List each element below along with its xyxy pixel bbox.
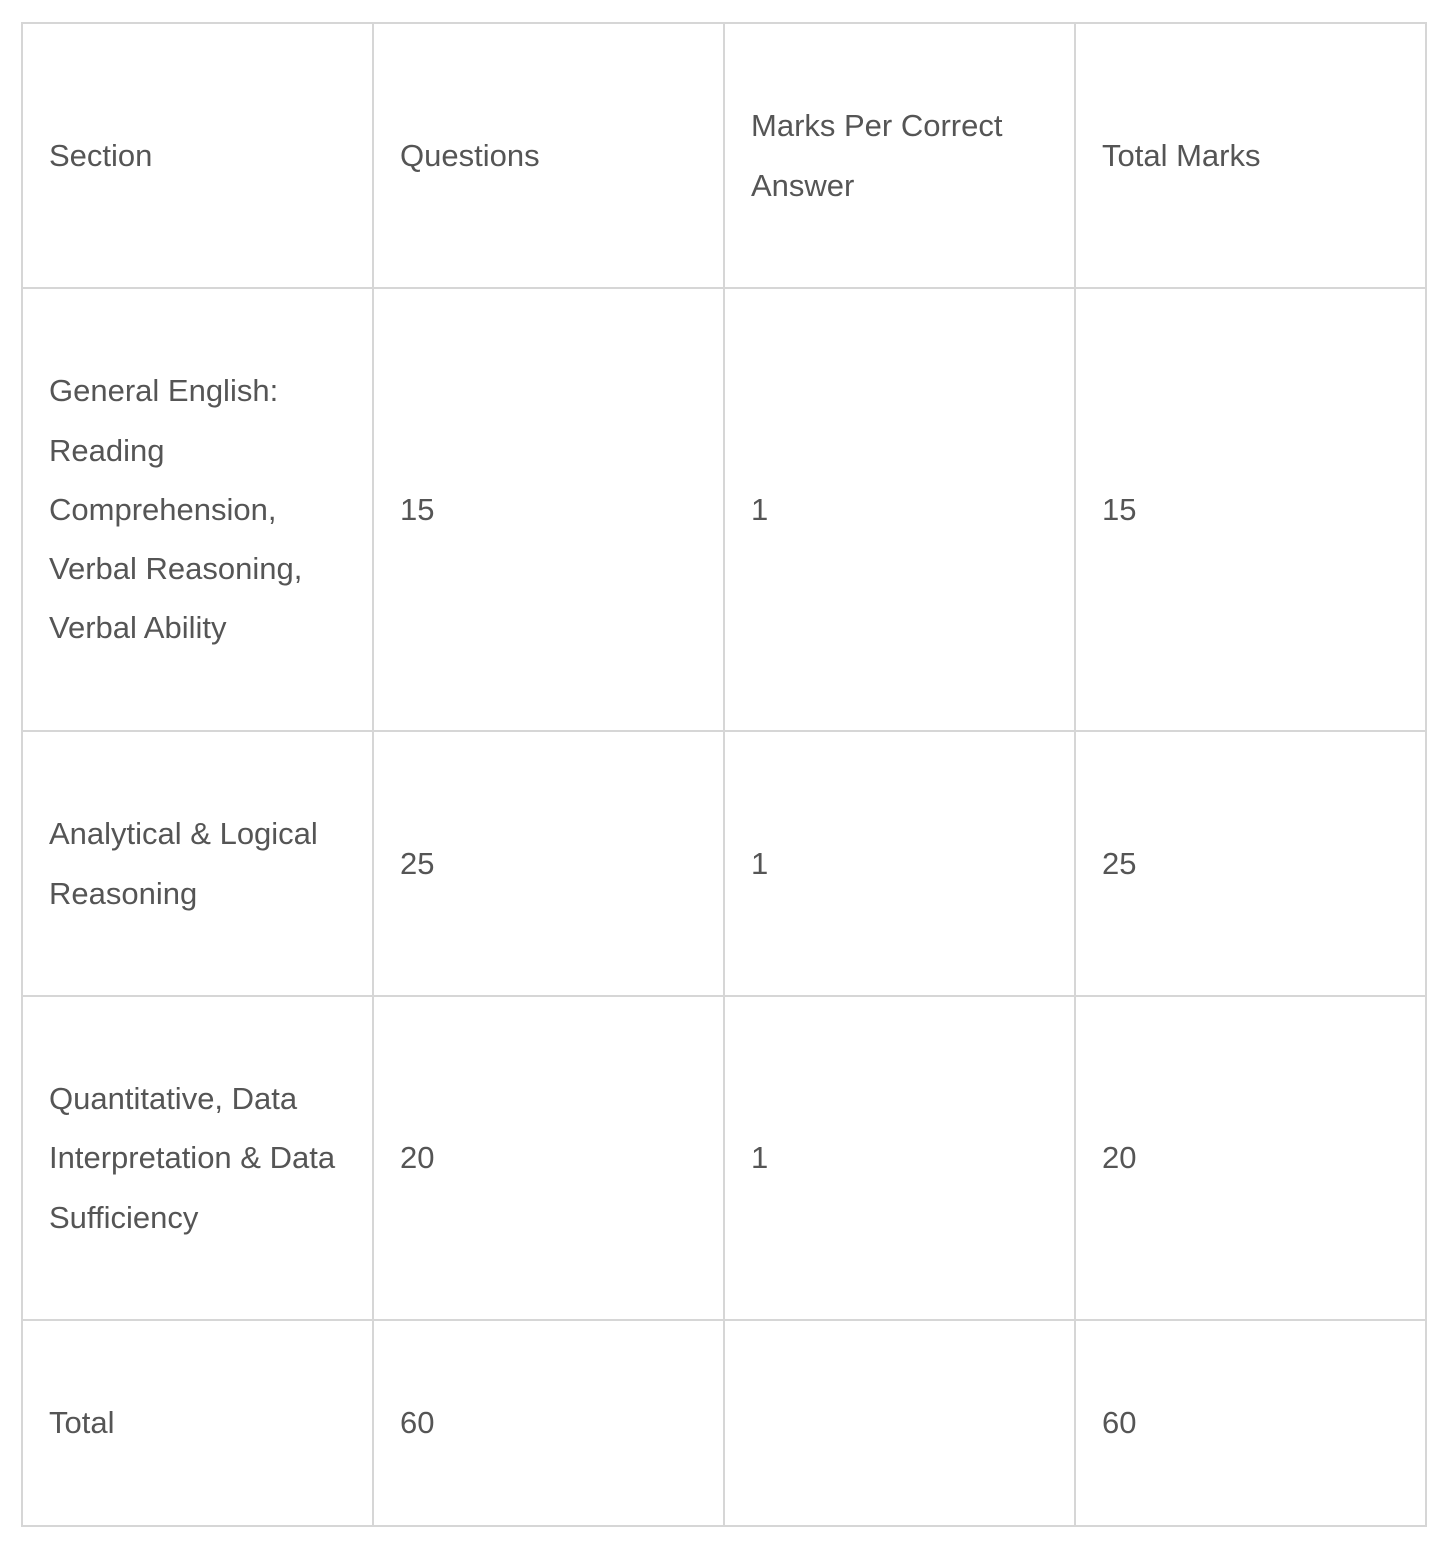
cell-total-marks: 20 [1075,996,1426,1320]
cell-section: General English: Reading Comprehension, Verbal Reasoning, Verbal Ability [22,288,373,731]
cell-total-marks: 60 [1075,1320,1426,1526]
cell-section: Total [22,1320,373,1526]
cell-section: Quantitative, Data Interpretation & Data Sufficiency [22,996,373,1320]
header-marks-per-correct-answer: Marks Per Correct Answer [724,23,1075,288]
cell-marks-per-correct-answer [724,1320,1075,1526]
table-header-row [22,23,1426,288]
cell-questions: 25 [373,731,724,996]
cell-questions: 20 [373,996,724,1320]
cell-marks-per-correct-answer: 1 [724,288,1075,731]
header-total-marks: Total Marks [1075,23,1426,288]
cell-section: Analytical & Logical Reasoning [22,731,373,996]
cell-marks-per-correct-answer: 1 [724,731,1075,996]
marks-table [21,22,1427,1527]
table-row [22,731,1426,996]
table-row [22,996,1426,1320]
cell-questions: 15 [373,288,724,731]
cell-questions: 60 [373,1320,724,1526]
cell-total-marks: 25 [1075,731,1426,996]
table-row [22,288,1426,731]
cell-total-marks: 15 [1075,288,1426,731]
table-total-row [22,1320,1426,1526]
header-section: Section [22,23,373,288]
cell-marks-per-correct-answer: 1 [724,996,1075,1320]
header-questions: Questions [373,23,724,288]
